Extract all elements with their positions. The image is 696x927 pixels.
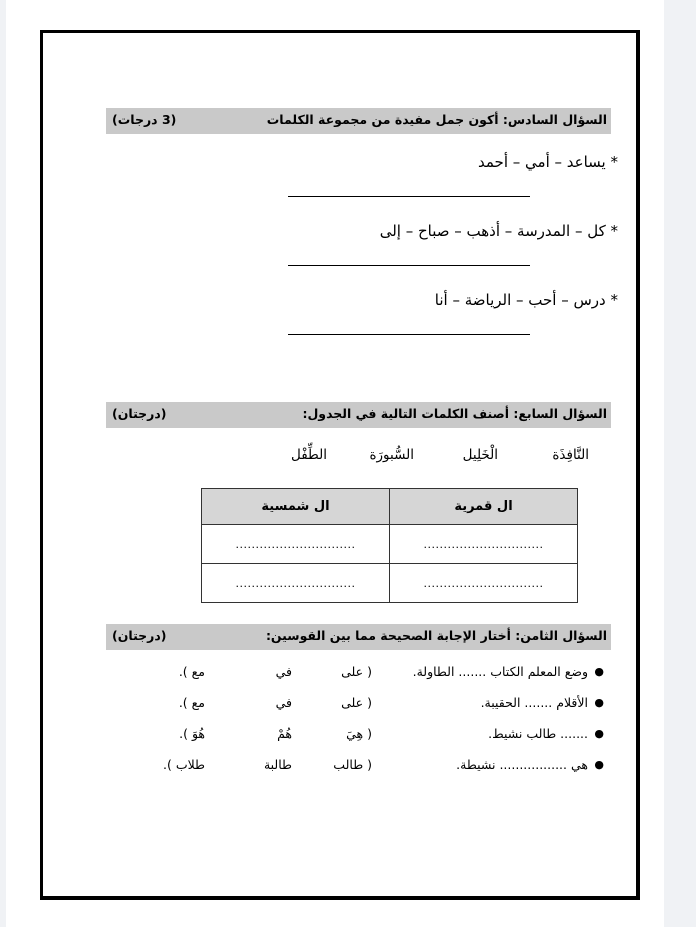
bullet-icon: ● (594, 758, 604, 771)
table-cell[interactable]: .............................. (390, 525, 578, 564)
table-cell[interactable]: .............................. (202, 525, 390, 564)
q8-item-3 (150, 726, 610, 746)
q6-item-1: * يساعد – أمي – أحمد (478, 153, 618, 171)
q6-answer-line-3[interactable] (288, 334, 530, 335)
q8-header-bar (106, 624, 611, 650)
q8-title: السؤال الثامن: أختار الإجابة الصحيحة مما بين القوسين: (265, 628, 607, 643)
q7-word-4: الطِّفْل (291, 447, 327, 463)
bullet-icon: ● (594, 665, 604, 678)
q8-stem: الأقلام ....... الحقيبة. (480, 695, 588, 710)
q8-item-1 (150, 664, 610, 684)
q8-option[interactable]: هُمْ (277, 726, 292, 741)
q6-item-2: * كل – المدرسة – أذهب – صباح – إلى (379, 222, 618, 240)
q8-option[interactable]: في (275, 695, 292, 710)
q6-answer-line-1[interactable] (288, 196, 530, 197)
bullet-icon: ● (594, 696, 604, 709)
q8-stem: وضع المعلم الكتاب ....... الطاولة. (412, 664, 588, 679)
q7-word-2: الْخَلِيل (462, 447, 498, 463)
q8-option[interactable]: طلاب ). (163, 757, 205, 772)
q8-item-4 (150, 757, 610, 777)
table-cell[interactable]: .............................. (390, 564, 578, 603)
q7-word-3: السُّبورَة (369, 447, 414, 463)
q7-word-1: النَّافِذَة (552, 447, 589, 463)
q8-stem: هي ................. نشيطة. (456, 757, 588, 772)
q6-answer-line-2[interactable] (288, 265, 530, 266)
q8-option[interactable]: مع ). (178, 695, 205, 710)
q8-option[interactable]: في (275, 664, 292, 679)
bullet-icon: ● (594, 727, 604, 740)
q8-option[interactable]: طالبة (263, 757, 292, 772)
q8-option[interactable]: ( على (341, 695, 372, 710)
q7-header-bar (106, 402, 611, 428)
table-row (202, 564, 578, 603)
table-row (202, 525, 578, 564)
q6-item-3: * درس – أحب – الرياضة – أنا (434, 291, 618, 309)
q8-stem: ....... طالب نشيط. (488, 726, 588, 741)
q6-title: السؤال السادس: أكون جمل مفيدة من مجموعة الكلمات (266, 112, 607, 127)
q8-item-2 (150, 695, 610, 715)
q6-header-bar (106, 108, 611, 134)
q7-title: السؤال السابع: أصنف الكلمات التالية في الجدول: (302, 406, 607, 421)
table-header-qamariya: ال قمرية (390, 489, 578, 525)
table-header-shamsiya: ال شمسية (202, 489, 390, 525)
q8-option[interactable]: مع ). (178, 664, 205, 679)
q6-grade: (3 درجات) (112, 112, 177, 127)
table-cell[interactable]: .............................. (202, 564, 390, 603)
worksheet-page (6, 0, 664, 927)
q8-option[interactable]: ( على (341, 664, 372, 679)
q7-grade: (درجتان) (112, 406, 167, 421)
q8-option[interactable]: هُوَ ). (179, 726, 205, 741)
q8-option[interactable]: ( هِيَ (346, 726, 372, 741)
classification-table (201, 488, 578, 603)
q8-option[interactable]: ( طالب (333, 757, 372, 772)
q8-grade: (درجتان) (112, 628, 167, 643)
